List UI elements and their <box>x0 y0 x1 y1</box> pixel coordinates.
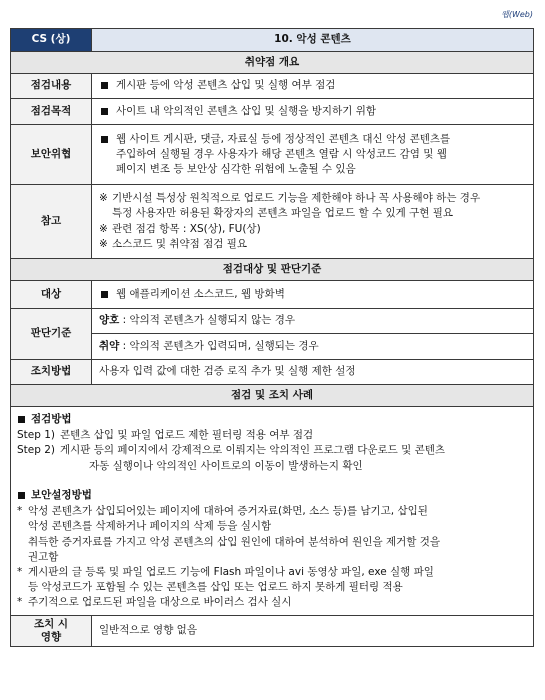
step-item <box>17 443 527 473</box>
note-mark: ※ <box>99 237 108 250</box>
note-mark: ※ <box>99 192 108 205</box>
setting-text: 권고함 <box>28 550 59 563</box>
setting-text: 게시판의 글 등록 및 파일 업로드 기능에 Flash 파일이나 avi 동영상 파일, exe 실행 파일 <box>28 565 434 578</box>
setting-text: 악성 콘텐츠가 삽입되어있는 페이지에 대하여 증거자료(화면, 소스 등)를 남기고, 삽입된 <box>28 505 428 518</box>
security-settings-title: 보안설정방법 <box>31 488 92 501</box>
target-text: 웹 애플리케이션 소스코드, 웹 방화벽 <box>116 287 285 300</box>
setting-item <box>17 565 527 595</box>
impact-label <box>11 615 92 646</box>
bullet-icon <box>101 108 108 115</box>
threat-label: 보안위협 <box>11 125 92 185</box>
reference-label: 참고 <box>11 185 92 259</box>
method-body <box>11 407 534 616</box>
threat-line: 주입하여 실행될 경우 사용자가 해당 콘텐츠 열람 시 악성코드 감염 및 웹 <box>116 147 447 160</box>
risk-level: CS (상) <box>11 29 92 52</box>
reference-note: 기반시설 특성상 원칙적으로 업로드 기능을 제한해야 하나 꼭 사용해야 하는 경우 <box>112 192 481 205</box>
star-mark: * <box>17 596 23 609</box>
step-text: 게시판 등의 페이지에서 강제적으로 이뤄지는 악의적인 프로그램 다운로드 및 콘텐츠 <box>60 444 446 457</box>
setting-item <box>17 595 527 610</box>
star-mark: * <box>17 505 23 518</box>
step-label: Step 2) <box>17 444 56 457</box>
header-row <box>11 29 534 52</box>
step-label: Step 1) <box>17 429 56 442</box>
reference-note: 소스코드 및 취약점 점검 필요 <box>112 237 248 250</box>
judgement-label: 판단기준 <box>11 309 92 360</box>
impact-label-line: 조치 시 <box>33 618 69 631</box>
item-title: 10. 악성 콘텐츠 <box>92 29 534 52</box>
setting-text: 등 악성코드가 포함될 수 있는 콘텐츠를 삽입 또는 업로드 하지 못하게 필터링 적용 <box>28 581 403 594</box>
reference-note-cont: 특정 사용자만 허용된 확장자의 콘텐츠 파일을 업로드 할 수 있게 구현 필요 <box>112 207 454 220</box>
content-label: 점검내용 <box>11 74 92 99</box>
target-label: 대상 <box>11 281 92 309</box>
content-text: 게시판 등에 악성 콘텐츠 삽입 및 실행 여부 점검 <box>116 79 336 92</box>
section-overview: 취약점 개요 <box>11 52 534 74</box>
check-method-title: 점검방법 <box>31 413 72 425</box>
good-text: 악의적 콘텐츠가 실행되지 않는 경우 <box>129 314 296 327</box>
step-text: 콘텐츠 삽입 및 파일 업로드 제한 필터링 적용 여부 점검 <box>60 429 314 442</box>
bad-text: 악의적 콘텐츠가 입력되며, 실행되는 경우 <box>129 339 319 352</box>
section-criteria: 점검대상 및 판단기준 <box>11 259 534 281</box>
action-text: 사용자 입력 값에 대한 검증 로직 추가 및 실행 제한 설정 <box>92 360 534 385</box>
impact-label-line: 영향 <box>40 630 62 643</box>
purpose-label: 점검목적 <box>11 99 92 125</box>
reference-note: 관련 점검 항목 : XS(상), FU(상) <box>112 222 261 235</box>
impact-text: 일반적으로 영향 없음 <box>92 615 534 646</box>
threat-line: 웹 사이트 게시판, 댓글, 자료실 등에 정상적인 콘텐츠 대신 악성 콘텐츠를 <box>116 132 451 145</box>
star-mark: * <box>17 565 23 578</box>
purpose-cell <box>92 99 534 125</box>
setting-text: 악성 콘텐츠를 삭제하거나 페이지의 삭제 등을 실시함 <box>28 520 272 533</box>
content-cell <box>92 74 534 99</box>
vulnerability-sheet <box>10 28 534 647</box>
threat-line: 페이지 변조 등 보안상 심각한 위험에 노출될 수 있음 <box>116 163 356 176</box>
bullet-icon <box>18 492 25 499</box>
judgement-bad <box>92 334 534 360</box>
note-mark: ※ <box>99 222 108 235</box>
separator: : <box>119 314 130 327</box>
judgement-good <box>92 309 534 334</box>
step-item <box>17 428 527 443</box>
bullet-icon <box>101 82 108 89</box>
good-key: 양호 <box>99 314 120 327</box>
bad-key: 취약 <box>99 339 120 352</box>
bullet-icon <box>18 416 25 423</box>
purpose-text: 사이트 내 악의적인 콘텐츠 삽입 및 실행을 방지하기 위함 <box>116 104 376 117</box>
step-text: 자동 실행이나 악의적인 사이트로의 이동이 발생하는지 확인 <box>89 459 363 472</box>
bullet-icon <box>101 291 108 298</box>
target-cell <box>92 281 534 309</box>
reference-cell <box>92 185 534 259</box>
threat-cell <box>92 125 534 185</box>
bullet-icon <box>101 136 108 143</box>
action-label: 조치방법 <box>11 360 92 385</box>
setting-item <box>17 504 527 565</box>
category-label: 웹(Web) <box>501 10 533 19</box>
setting-text: 주기적으로 업로드된 파일을 대상으로 바이러스 검사 실시 <box>28 596 292 609</box>
section-actions: 점검 및 조치 사례 <box>11 385 534 407</box>
separator: : <box>119 339 130 352</box>
setting-text: 취득한 증거자료를 가지고 악성 콘텐츠의 삽입 원인에 대하여 분석하여 원인을 제거할 것을 <box>28 535 441 548</box>
